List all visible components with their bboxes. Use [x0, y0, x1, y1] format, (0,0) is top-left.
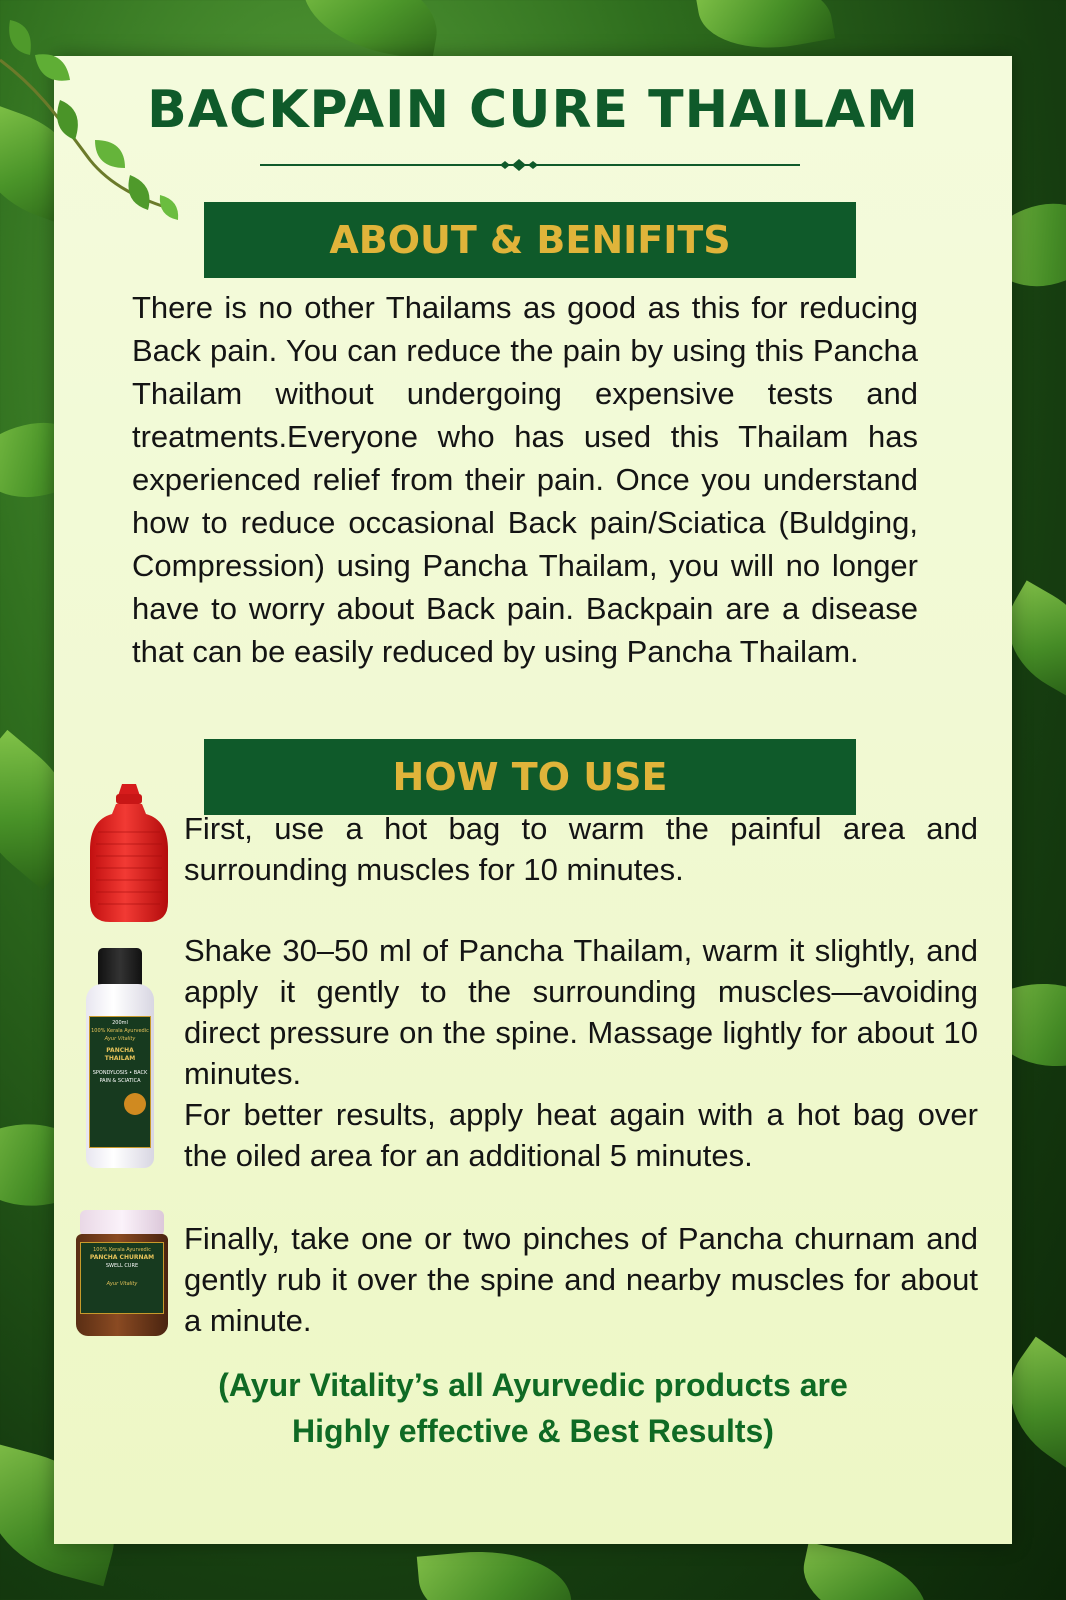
jar-brand-line: 100% Kerala Ayurvedic — [93, 1247, 151, 1253]
bottle-product: PANCHA THAILAM — [104, 1047, 136, 1062]
bottle-cap — [98, 948, 142, 986]
how-to-use-banner: HOW TO USE — [204, 739, 856, 815]
jar-label — [80, 1242, 164, 1314]
leaf-decoration — [417, 1544, 573, 1600]
title-divider — [260, 158, 800, 172]
jar-lid — [80, 1210, 164, 1236]
footer-line-1: (Ayur Vitality’s all Ayurvedic products are — [218, 1367, 848, 1403]
leaf-decoration — [695, 0, 835, 61]
bottle-volume: 200ml — [112, 1020, 128, 1026]
leaf-decoration — [294, 0, 446, 62]
bottle-brand: Ayur Vitality — [104, 1036, 136, 1042]
footer-note — [54, 1362, 1012, 1454]
step-hot-bag: First, use a hot bag to warm the painful area and surrounding muscles for 10 minutes. — [184, 811, 978, 887]
bottle-seal — [124, 1093, 146, 1115]
jar-brand: Ayur Vitality — [106, 1281, 138, 1287]
page-title: BACKPAIN CURE THAILAM — [147, 80, 919, 140]
step-churnam: Finally, take one or two pinches of Pancha churnam and gently rub it over the spine and nearby muscles for about a minute. — [184, 1221, 978, 1338]
footer-line-2: Highly effective & Best Results) — [292, 1413, 774, 1449]
jar-body — [76, 1234, 168, 1336]
jar-product: PANCHA CHURNAM — [89, 1254, 155, 1261]
jar-sub: SWELL CURE — [105, 1263, 139, 1269]
bottle-uses: SPONDYLOSIS • BACK PAIN & SCIATICA — [92, 1070, 148, 1084]
pancha-thailam-bottle-image — [86, 948, 154, 1170]
step-apply-thailam: Shake 30–50 ml of Pancha Thailam, warm it slightly, and apply it gently to the surrounding muscles—avoiding direct pressure on the spine. Massage lightly for about 10 minutes. — [184, 933, 978, 1091]
pancha-churnam-jar-image — [76, 1210, 168, 1336]
step-reheat: For better results, apply heat again with a hot bag over the oiled area for an additional 5 minutes. — [184, 1097, 978, 1173]
leaf-decoration — [794, 1542, 936, 1600]
content-panel — [54, 56, 1012, 1544]
about-paragraph: There is no other Thailams as good as this for reducing Back pain. You can reduce the pain by using this Pancha Thailam without undergoing expensive tests and treatments.Everyone who has used this Thailam has experienced relief from their pain. Once you understand how to reduce occasional Back pain/Sciatica (Buldging, Compression) using Pancha Thailam, you will no longer have to worry about Back pain. Backpain are a disease that can be easily reduced by using Pancha Thailam. — [132, 290, 918, 669]
bottle-brand-line: 100% Kerala Ayurvedic — [91, 1028, 149, 1034]
bottle-body — [86, 984, 154, 1168]
hot-water-bag-image — [88, 782, 170, 924]
about-benefits-banner: ABOUT & BENIFITS — [204, 202, 856, 278]
bottle-label — [89, 1016, 151, 1148]
